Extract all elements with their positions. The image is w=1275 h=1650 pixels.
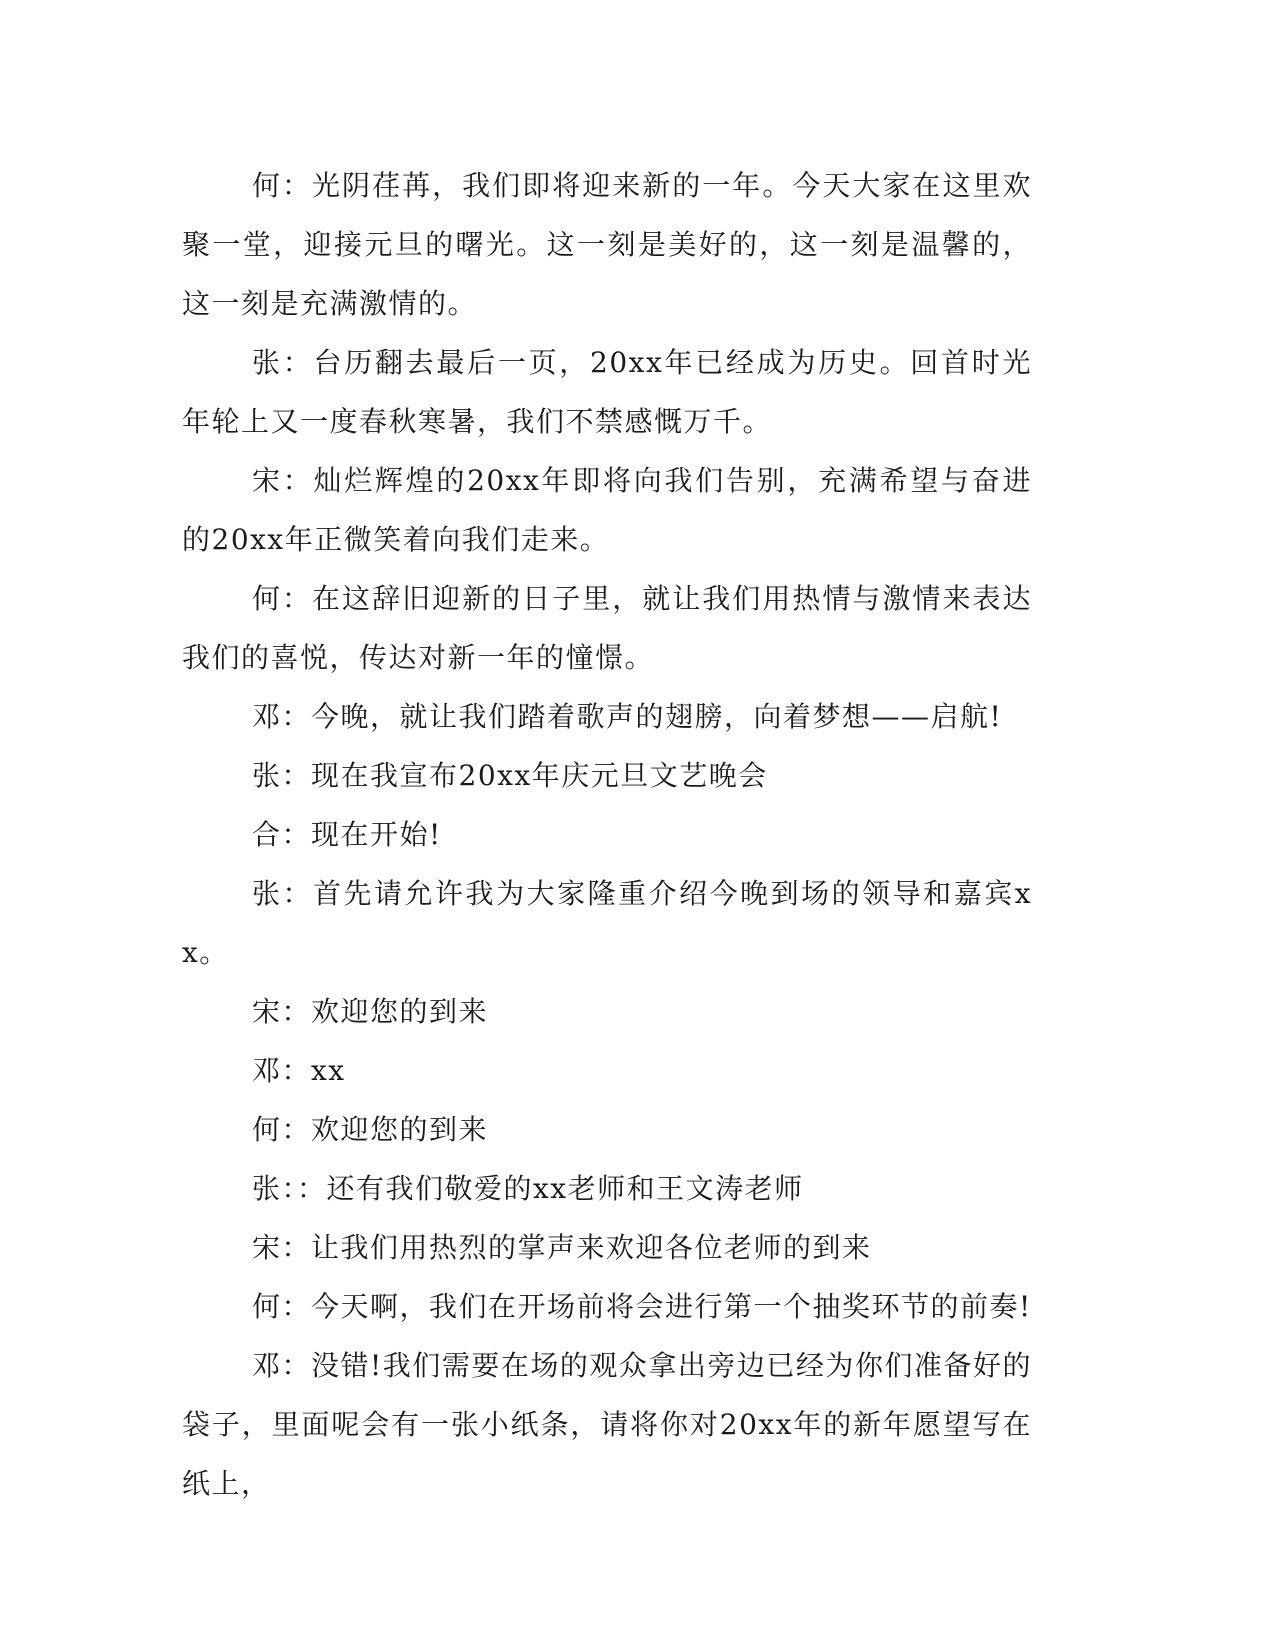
paragraph: 何：光阴荏苒，我们即将迎来新的一年。今天大家在这里欢聚一堂，迎接元旦的曙光。这一刻是美好的，这一刻是温馨的，这一刻是充满激情的。 [182, 169, 1032, 320]
paragraph: 宋：灿烂辉煌的20xx年即将向我们告别，充满希望与奋进的20xx年正微笑着向我们走来。 [182, 464, 1032, 556]
paragraph: 张：台历翻去最后一页，20xx年已经成为历史。回首时光年轮上又一度春秋寒暑，我们不禁感慨万千。 [182, 346, 1032, 438]
paragraph: 宋：让我们用热烈的掌声来欢迎各位老师的到来 [252, 1231, 872, 1264]
document-body [182, 156, 1032, 1513]
paragraph: 邓：xx [252, 1054, 346, 1087]
paragraph: 张：：还有我们敬爱的xx老师和王文涛老师 [252, 1172, 804, 1205]
paragraph: 邓：没错!我们需要在场的观众拿出旁边已经为你们准备好的袋子，里面呢会有一张小纸条，请将你对20xx年的新年愿望写在纸上， [182, 1349, 1032, 1500]
paragraph: 何：在这辞旧迎新的日子里，就让我们用热情与激情来表达我们的喜悦，传达对新一年的憧憬。 [182, 582, 1032, 674]
paragraph: 合：现在开始! [252, 818, 442, 851]
paragraph: 何：今天啊，我们在开场前将会进行第一个抽奖环节的前奏! [252, 1290, 1032, 1323]
paragraph: 何：欢迎您的到来 [252, 1113, 489, 1146]
paragraph: 宋：欢迎您的到来 [252, 995, 489, 1028]
paragraph: 张：现在我宣布20xx年庆元旦文艺晚会 [252, 759, 768, 792]
paragraph: 张：首先请允许我为大家隆重介绍今晚到场的领导和嘉宾xx。 [182, 877, 1032, 969]
paragraph: 邓：今晚，就让我们踏着歌声的翅膀，向着梦想——启航! [252, 700, 1003, 733]
